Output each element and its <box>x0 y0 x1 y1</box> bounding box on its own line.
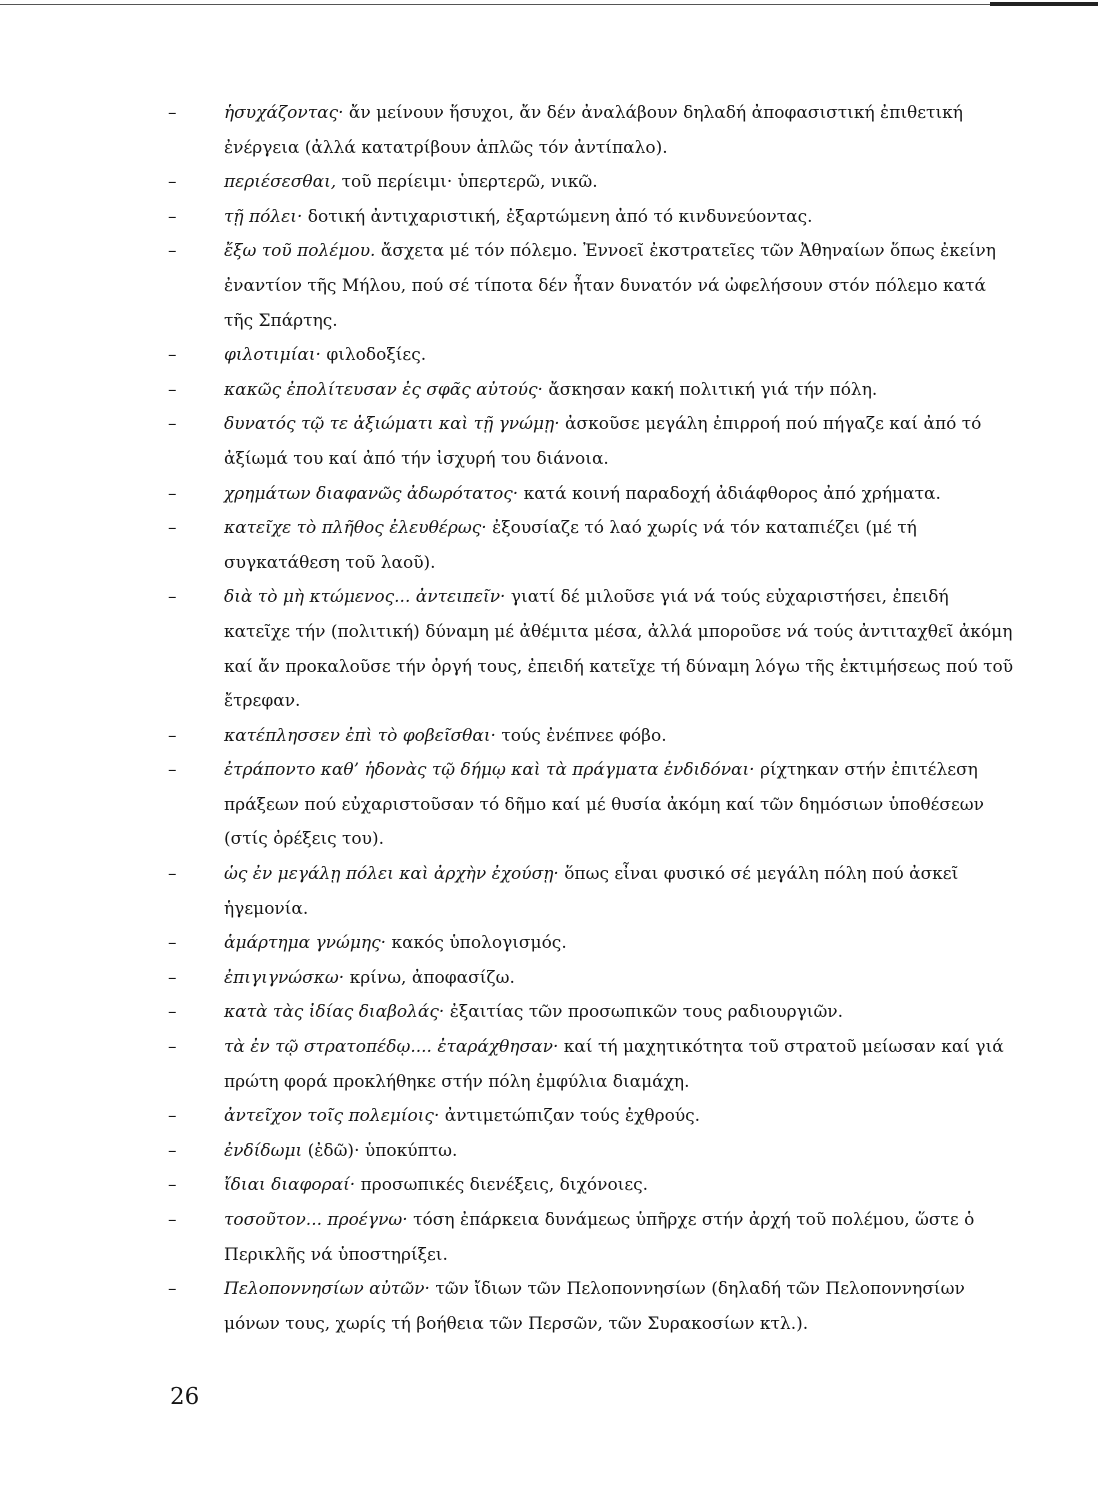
top-rule-thick <box>990 2 1098 6</box>
glossary-entry <box>168 857 1018 926</box>
entry-gloss: κατά κοινή παραδοχή ἀδιάφθορος ἀπό χρήματα. <box>523 483 941 504</box>
entry-dash: – <box>168 518 177 539</box>
entry-gloss: κρίνω, ἀποφασίζω. <box>349 967 515 988</box>
glossary-entry <box>168 753 1018 857</box>
top-rule-thin <box>0 4 990 5</box>
glossary-entry <box>168 234 1018 338</box>
entry-lemma: διὰ τὸ μὴ κτώμενος... ἀντειπεῖν· <box>224 587 506 608</box>
glossary-entry <box>168 1134 1018 1169</box>
entry-dash: – <box>168 103 177 123</box>
entry-gloss: ἐξουσίαζε τό λαό χωρίς νά τόν καταπιέζει (μέ τή συγκατάθεση τοῦ λαοῦ). <box>224 518 917 573</box>
top-rule <box>0 2 1098 10</box>
entry-dash: – <box>168 1279 177 1300</box>
entry-lemma: κατέπλησσεν ἐπὶ τὸ φοβεῖσθαι· <box>224 725 496 746</box>
entry-gloss: ἀντιμετώπιζαν τούς ἐχθρούς. <box>444 1106 701 1127</box>
glossary-entry <box>168 200 1018 235</box>
entry-gloss: ἄν μείνουν ἥσυχοι, ἄν δέν ἀναλάβουν δηλαδή ἀποφασιστική ἐπιθετική ἐνέργεια (ἀλλά κατατρίβουν ἁπλῶς τόν ἀντίπαλο). <box>224 103 963 158</box>
entry-gloss: (ἐδῶ)· ὑποκύπτω. <box>307 1140 458 1161</box>
entry-lemma: τῇ πόλει· <box>224 206 303 227</box>
glossary-entry <box>168 926 1018 961</box>
entry-lemma: κακῶς ἐπολίτευσαν ἐς σφᾶς αὐτούς· <box>224 379 543 400</box>
entry-dash: – <box>168 864 177 885</box>
entry-gloss: τούς ἐνέπνεε φόβο. <box>501 725 667 746</box>
glossary-list <box>168 96 1018 1341</box>
glossary-entry <box>168 995 1018 1030</box>
glossary-entry <box>168 96 1018 165</box>
entry-dash: – <box>168 1175 177 1196</box>
entry-dash: – <box>168 760 177 781</box>
entry-gloss: κακός ὑπολογισμός. <box>391 933 567 954</box>
entry-lemma: ἔξω τοῦ πολέμου. <box>224 241 376 262</box>
entry-gloss: ἄσχετα μέ τόν πόλεμο. Ἐννοεῖ ἐκστρατεῖες τῶν Ἀθηναίων ὅπως ἐκείνη ἐναντίον τῆς Μήλου, πού σέ τίποτα δέν ἦταν δυνατόν νά ὠφελήσουν στόν πόλεμο κατά τῆς Σπάρτης. <box>224 241 996 331</box>
entry-dash: – <box>168 241 177 262</box>
entry-dash: – <box>168 587 177 608</box>
entry-dash: – <box>168 172 177 193</box>
glossary-entry <box>168 477 1018 512</box>
glossary-entry <box>168 338 1018 373</box>
page-number: 26 <box>170 1384 200 1410</box>
entry-dash: – <box>168 1002 177 1023</box>
entry-dash: – <box>168 345 177 366</box>
entry-lemma: τοσοῦτον... προέγνω· <box>224 1210 408 1230</box>
entry-lemma: κατεῖχε τὸ πλῆθος ἐλευθέρως· <box>224 518 487 539</box>
entry-lemma: ἡσυχάζοντας· <box>224 103 344 123</box>
entry-gloss: τῶν ἴδιων τῶν Πελοποννησίων (δηλαδή τῶν Πελοποννησίων μόνων τους, χωρίς τή βοήθεια τῶν Περσῶν, τῶν Συρακοσίων κτλ.). <box>224 1279 965 1334</box>
entry-dash: – <box>168 1037 177 1058</box>
glossary-entry <box>168 580 1018 718</box>
entry-gloss: τόση ἐπάρκεια δυνάμεως ὑπῆρχε στήν ἀρχή τοῦ πολέμου, ὥστε ὁ Περικλῆς νά ὑποστηρίξει. <box>224 1210 975 1265</box>
glossary-entry <box>168 1203 1018 1272</box>
entry-lemma: δυνατός τῷ τε ἀξιώματι καὶ τῇ γνώμῃ· <box>224 414 560 435</box>
entry-dash: – <box>168 933 177 954</box>
entry-gloss: γιατί δέ μιλοῦσε γιά νά τούς εὐχαριστήσει, ἐπειδή κατεῖχε τήν (πολιτική) δύναμη μέ ἀθέμιτα μέσα, ἀλλά μποροῦσε νά τούς ἀντιταχθεῖ ἀκόμη καί ἄν προκαλοῦσε τήν ὀργή τους, ἐπειδή κατεῖχε τή δύναμη λόγω τῆς ἐκτιμήσεως πού τοῦ ἔτρεφαν. <box>224 587 1014 712</box>
entry-lemma: ἐνδίδωμι <box>224 1140 303 1161</box>
entry-lemma: ἴδιαι διαφοραί· <box>224 1175 356 1196</box>
entry-gloss: ἀσκοῦσε μεγάλη ἐπιρροή πού πήγαζε καί ἀπό τό ἀξίωμά του καί ἀπό τήν ἰσχυρή του διάνοια. <box>224 414 982 469</box>
entry-lemma: τὰ ἐν τῷ στρατοπέδῳ.... ἐταράχθησαν· <box>224 1037 559 1058</box>
glossary-entry <box>168 961 1018 996</box>
entry-gloss: δοτική ἀντιχαριστική, ἐξαρτώμενη ἀπό τό κινδυνεύοντας. <box>307 206 813 227</box>
entry-lemma: φιλοτιμίαι· <box>224 345 321 366</box>
glossary-entry <box>168 1030 1018 1099</box>
entry-lemma: κατὰ τὰς ἰδίας διαβολάς· <box>224 1002 445 1023</box>
entry-dash: – <box>168 1140 177 1161</box>
entry-lemma: ἀντεῖχον τοῖς πολεμίοις· <box>224 1106 440 1127</box>
entry-lemma: ὡς ἐν μεγάλῃ πόλει καὶ ἀρχὴν ἐχούσῃ· <box>224 864 559 885</box>
glossary-entry <box>168 407 1018 476</box>
entry-lemma: περιέσεσθαι, <box>224 172 337 193</box>
entry-dash: – <box>168 379 177 400</box>
glossary-entry <box>168 511 1018 580</box>
entry-gloss: ἐξαιτίας τῶν προσωπικῶν τους ραδιουργιῶν. <box>449 1002 844 1023</box>
entry-lemma: ἐτράποντο καθ’ ἡδονὰς τῷ δήμῳ καὶ τὰ πράγματα ἐνδιδόναι· <box>224 760 755 781</box>
entry-dash: – <box>168 414 177 435</box>
glossary-entry <box>168 373 1018 408</box>
entry-gloss: προσωπικές διενέξεις, διχόνοιες. <box>360 1175 649 1196</box>
entry-gloss: καί τή μαχητικότητα τοῦ στρατοῦ μείωσαν καί γιά πρώτη φορά προκλήθηκε στήν πόλη ἐμφύλια διαμάχη. <box>224 1037 1004 1092</box>
entry-dash: – <box>168 483 177 504</box>
entry-gloss: τοῦ περίειμι· ὑπερτερῶ, νικῶ. <box>341 172 598 193</box>
glossary-entry <box>168 1272 1018 1341</box>
glossary-entry <box>168 719 1018 754</box>
glossary-entry <box>168 165 1018 200</box>
entry-gloss: ρίχτηκαν στήν ἐπιτέλεση πράξεων πού εὐχαριστοῦσαν τό δῆμο καί μέ θυσία ἀκόμη καί τῶν δημόσιων ὑποθέσεων (στίς ὀρέξεις του). <box>224 760 984 850</box>
entry-gloss: φιλοδοξίες. <box>326 345 427 366</box>
entry-dash: – <box>168 1210 177 1230</box>
glossary-entry <box>168 1099 1018 1134</box>
entry-gloss: ἄσκησαν κακή πολιτική γιά τήν πόλη. <box>548 379 878 400</box>
entry-dash: – <box>168 206 177 227</box>
entry-lemma: ἁμάρτημα γνώμης· <box>224 933 387 954</box>
entry-gloss: ὅπως εἶναι φυσικό σέ μεγάλη πόλη πού ἀσκεῖ ἡγεμονία. <box>224 864 959 919</box>
glossary-entry <box>168 1168 1018 1203</box>
entry-dash: – <box>168 967 177 988</box>
entry-lemma: ἐπιγιγνώσκω· <box>224 967 345 988</box>
entry-dash: – <box>168 1106 177 1127</box>
entry-lemma: χρημάτων διαφανῶς ἀδωρότατος· <box>224 483 519 504</box>
entry-lemma: Πελοποννησίων αὐτῶν· <box>224 1279 430 1300</box>
entry-dash: – <box>168 725 177 746</box>
